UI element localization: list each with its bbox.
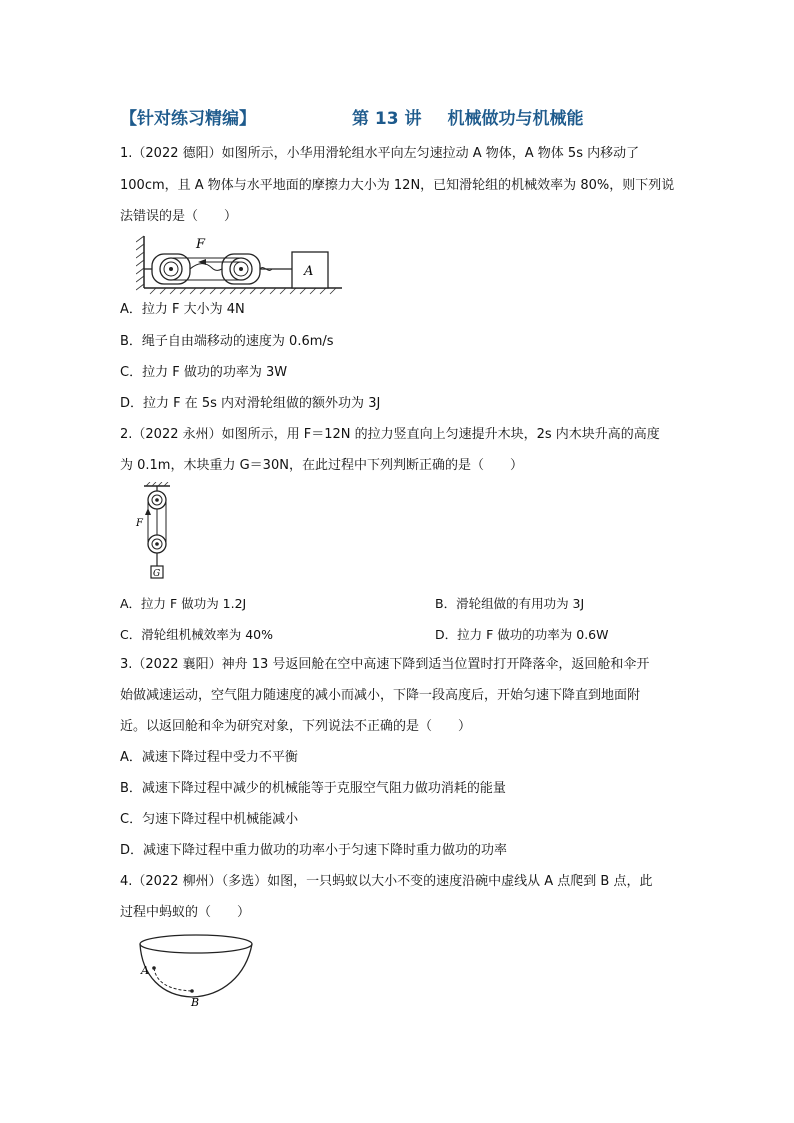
q3-option-c: C．匀速下降过程中机械能减小 [120,812,299,827]
page-header [120,104,680,134]
q3-line-1: 3.（2022 襄阳）神舟 13 号返回舱在空中高速下降到适当位置时打开降落伞，返回舱和伞开 [120,657,650,672]
q4-point-b-label: B [191,996,200,1009]
lecture-title [352,104,584,129]
series-title: 【针对练习精编】 [120,109,256,129]
q3-option-d: D．减速下降过程中重力做功的功率小于匀速下降时重力做功的功率 [120,843,508,858]
q3-line-2: 始做减速运动，空气阻力随速度的减小而减小，下降一段高度后，开始匀速下降直到地面附 [120,688,641,703]
q1-block-label: A [304,264,314,279]
q1-option-c: C．拉力 F 做功的功率为 3W [120,365,288,380]
q4-line-1: 4.（2022 柳州）（多选）如图，一只蚂蚁以大小不变的速度沿碗中虚线从 A 点爬到 B 点，此 [120,874,653,889]
q2-line-2: 为 0.1m，木块重力 G＝30N，在此过程中下列判断正确的是（ ） [120,458,523,473]
q2-option-c: C．滑轮组机械效率为 40% [120,627,273,642]
q2-option-d: D．拉力 F 做功的功率为 0.6W [435,627,609,642]
q3-option-b: B．减速下降过程中减少的机械能等于克服空气阻力做功消耗的能量 [120,781,506,796]
q2-force-label: F [136,518,143,529]
q3-line-3: 近。以返回舱和伞为研究对象，下列说法不正确的是（ ） [120,719,472,734]
q1-force-label: F [196,237,206,252]
q1-pulley-figure [136,232,348,296]
q4-line-2: 过程中蚂蚁的（ ） [120,905,251,920]
q1-line-3: 法错误的是（ ） [120,209,238,224]
q2-weight-label: G [153,569,161,579]
q1-option-d: D．拉力 F 在 5s 内对滑轮组做的额外功为 3J [120,396,381,411]
lecture-number: 第 13 讲 [352,109,422,129]
q2-option-a: A．拉力 F 做功为 1.2J [120,596,247,611]
q1-option-a: A．拉力 F 大小为 4N [120,302,245,317]
q2-option-b: B．滑轮组做的有用功为 3J [435,596,585,611]
q1-line-1: 1.（2022 德阳）如图所示，小华用滑轮组水平向左匀速拉动 A 物体，A 物体 5s 内移动了 [120,146,640,161]
q4-bowl-figure [134,932,258,1010]
lecture-topic: 机械做功与机械能 [447,109,584,129]
q1-option-b: B．绳子自由端移动的速度为 0.6m/s [120,334,334,349]
q2-line-1: 2.（2022 永州）如图所示，用 F＝12N 的拉力竖直向上匀速提升木块，2s 内木块升高的高度 [120,427,660,442]
q1-line-2: 100cm，且 A 物体与水平地面的摩擦力大小为 12N，已知滑轮组的机械效率为 80%，则下列说 [120,178,675,193]
q4-point-a-label: A [141,964,149,977]
q3-option-a: A．减速下降过程中受力不平衡 [120,750,298,765]
q2-pulley-figure [132,482,182,582]
